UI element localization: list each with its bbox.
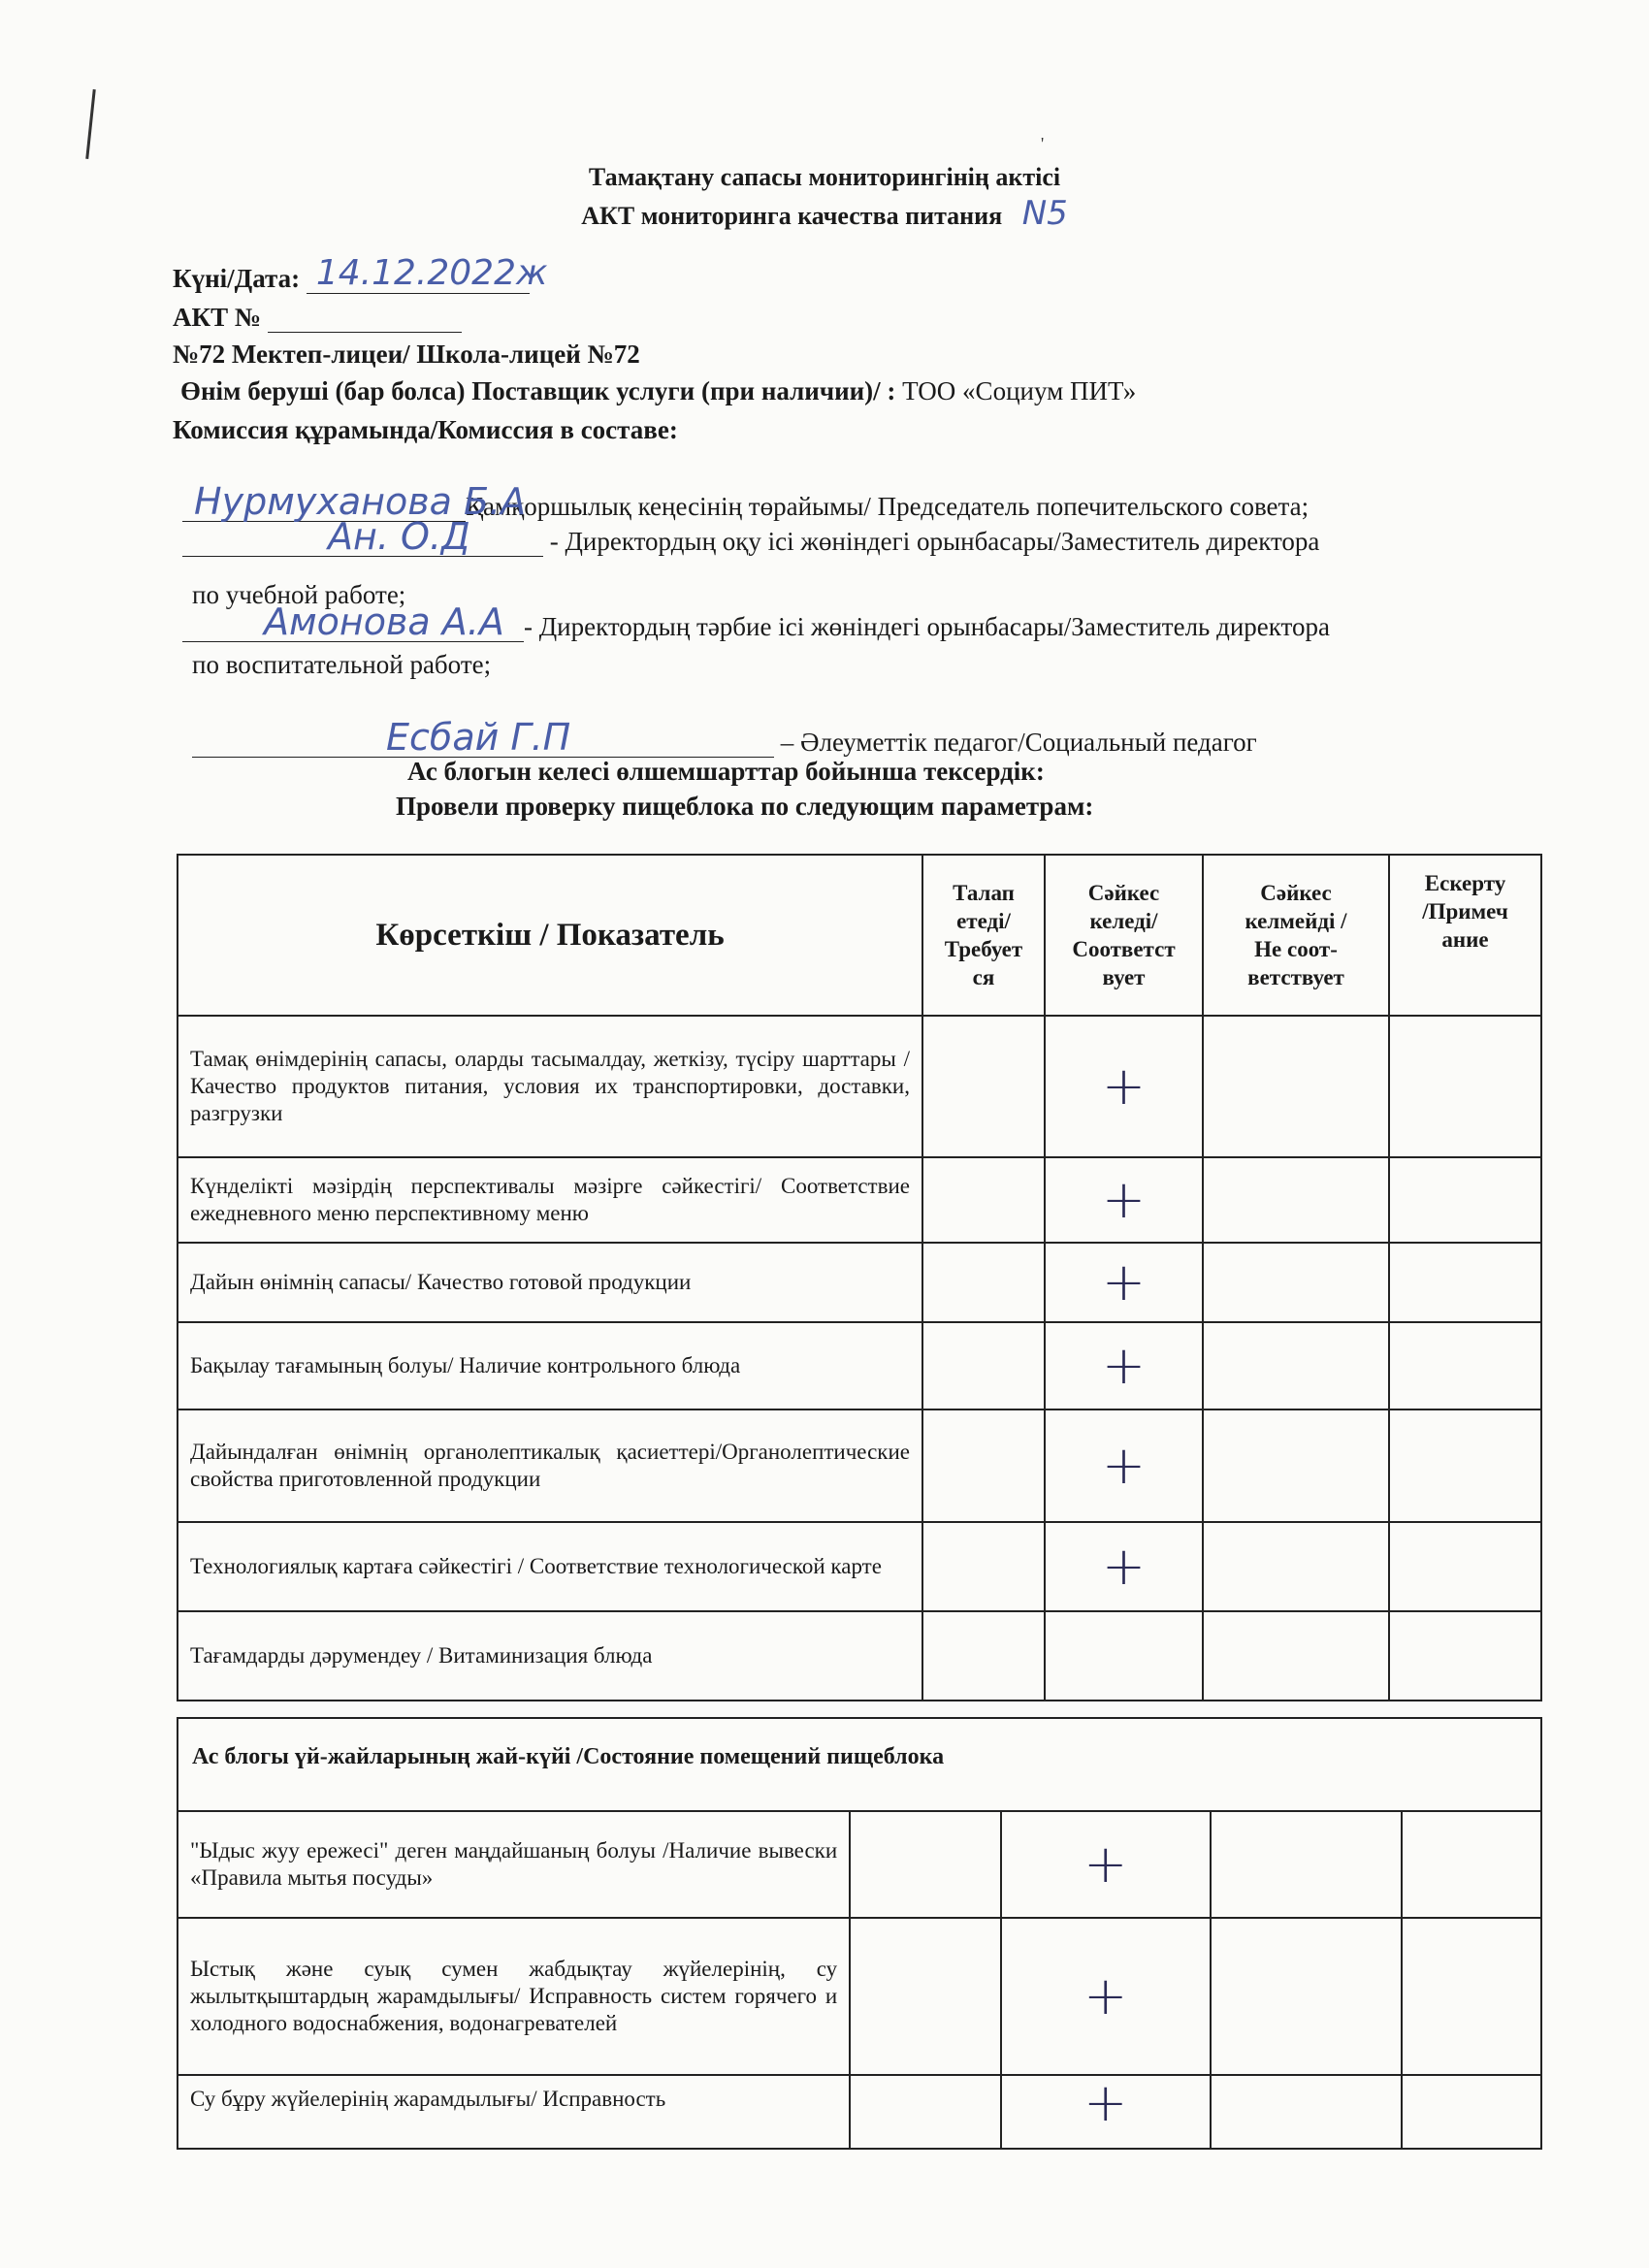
cell-not-complies	[1211, 1811, 1403, 1918]
member-role-2-cont: по учебной работе;	[192, 580, 406, 609]
header-note-l1: Ескерту	[1424, 871, 1506, 895]
school-line: №72 Мектеп-лицеи/ Школа-лицей №72	[173, 340, 640, 369]
row-indicator: Тағамдарды дәрумендеу / Витаминизация блюда	[178, 1611, 922, 1701]
header-not-complies-l2: келмейді /	[1245, 909, 1347, 933]
row-indicator: "Ыдыс жуу ережесі" деген маңдайшаның болуы /Наличие вывески «Правила мытья посуды»	[178, 1811, 850, 1918]
date-label: Күні/Дата:	[173, 264, 301, 293]
cell-not-complies	[1203, 1016, 1389, 1157]
row-indicator: Ыстық және суық сумен жабдықтау жүйелерінің, су жылытқыштардың жарамдылығы/ Исправность систем горячего и холодного водоснабжения, водонагревателей	[178, 1918, 850, 2075]
table-row	[178, 1918, 1541, 2075]
cell-complies-mark: +	[1001, 2075, 1211, 2149]
row-indicator: Су бұру жүйелерінің жарамдылығы/ Исправность	[178, 2075, 850, 2149]
date-value: 14.12.2022ж	[315, 253, 548, 293]
date-field	[307, 253, 548, 294]
cell-complies-mark	[1045, 1611, 1203, 1701]
cell-required	[850, 2075, 1001, 2149]
supplier-label: Өнім беруші (бар болса) Поставщик услуги (при наличии)/ :	[180, 376, 896, 405]
cell-note	[1389, 1157, 1541, 1243]
cell-required	[922, 1243, 1045, 1322]
premises-table	[177, 1717, 1542, 2150]
table-row	[178, 2075, 1541, 2149]
cell-note	[1389, 1522, 1541, 1611]
title-kz: Тамақтану сапасы мониторингінің актісі	[588, 163, 1061, 191]
commission-member-2	[182, 515, 1320, 558]
table-row	[178, 1522, 1541, 1611]
member-role-2: - Директордың оқу ісі жөніндегі орынбасары/Заместитель директора	[549, 527, 1320, 556]
cell-note	[1389, 1409, 1541, 1522]
cell-not-complies	[1203, 1611, 1389, 1701]
header-note-l2: /Примеч	[1422, 899, 1508, 923]
top-tick-mark: '	[1041, 134, 1045, 153]
member-role-1: Қамқоршылық кеңесінің төрайымы/ Председатель попечительского совета;	[466, 492, 1310, 521]
row-indicator: Технологиялық картаға сәйкестігі / Соответствие технологической карте	[178, 1522, 922, 1611]
table-row	[178, 1409, 1541, 1522]
act-line	[173, 303, 462, 333]
header-complies-l1: Сәйкес	[1087, 881, 1160, 905]
header-not-complies-l4: ветствует	[1247, 965, 1344, 989]
member-role-3-cont: по воспитательной работе;	[192, 650, 492, 679]
header-not-complies	[1203, 855, 1389, 1016]
header-note	[1389, 855, 1541, 1016]
margin-stroke	[85, 89, 96, 159]
header-required-l2: етеді/	[956, 909, 1011, 933]
title-ru-wrap	[0, 194, 1649, 233]
check-intro-ru: Провели проверку пищеблока по следующим параметрам:	[396, 792, 1094, 821]
cell-not-complies	[1203, 1522, 1389, 1611]
signature-line-3	[182, 600, 524, 643]
cell-required	[922, 1322, 1045, 1409]
cell-note	[1402, 2075, 1541, 2149]
act-number-handwritten: N5	[1021, 194, 1068, 233]
header-not-complies-l3: Не соот-	[1254, 937, 1338, 961]
header-indicator: Көрсеткіш / Показатель	[178, 855, 922, 1016]
section-row	[178, 1718, 1541, 1811]
cell-not-complies	[1203, 1243, 1389, 1322]
signature-line-2	[182, 515, 543, 558]
cell-complies-mark: +	[1045, 1322, 1203, 1409]
cell-note	[1389, 1243, 1541, 1322]
title-ru: АКТ мониторинга качества питания	[581, 202, 1003, 230]
row-indicator: Тамақ өнімдерінің сапасы, оларды тасымалдау, жеткізу, түсіру шарттары / Качество продуктов питания, условия их транспортировки, доставки, разгрузки	[178, 1016, 922, 1157]
cell-required	[850, 1918, 1001, 2075]
header-required-l3: Требует	[944, 937, 1023, 961]
section-title: Ас блогы үй-жайларының жай-күйі /Состояние помещений пищеблока	[178, 1718, 1541, 1811]
row-indicator: Дайындалған өнімнің органолептикалық қасиеттері/Органолептические свойства приготовленной продукции	[178, 1409, 922, 1522]
cell-complies-mark: +	[1001, 1918, 1211, 2075]
table-row	[178, 1157, 1541, 1243]
header-required-l4: ся	[972, 965, 995, 989]
cell-required	[922, 1409, 1045, 1522]
row-indicator: Дайын өнімнің сапасы/ Качество готовой продукции	[178, 1243, 922, 1322]
member-role-3: - Директордың тәрбие ісі жөніндегі орынбасары/Заместитель директора	[524, 612, 1330, 641]
table-header-row	[178, 855, 1541, 1016]
header-complies	[1045, 855, 1203, 1016]
checklist-table	[177, 854, 1542, 1701]
cell-note	[1402, 1918, 1541, 2075]
header-required-l1: Талап	[953, 881, 1015, 905]
supplier-value: ТОО «Социум ПИТ»	[895, 376, 1137, 405]
member-role-4: – Әлеуметтік педагог/Социальный педагог	[780, 728, 1257, 757]
table-row	[178, 1811, 1541, 1918]
cell-required	[922, 1611, 1045, 1701]
cell-required	[922, 1522, 1045, 1611]
cell-complies-mark: +	[1045, 1409, 1203, 1522]
signature-4: Есбай Г.П	[386, 716, 571, 759]
cell-not-complies	[1203, 1157, 1389, 1243]
cell-not-complies	[1203, 1322, 1389, 1409]
row-indicator: Күнделікті мәзірдің перспективалы мәзірге сәйкестігі/ Соответствие ежедневного меню перспективному меню	[178, 1157, 922, 1243]
header-complies-l4: вует	[1102, 965, 1146, 989]
header-note-l3: ание	[1441, 927, 1489, 952]
act-label: АКТ №	[173, 303, 261, 332]
act-number-field	[268, 303, 462, 333]
cell-note	[1389, 1016, 1541, 1157]
header-complies-l3: Соответст	[1072, 937, 1176, 961]
header-required	[922, 855, 1045, 1016]
signature-line-4	[192, 716, 774, 759]
cell-note	[1389, 1611, 1541, 1701]
signature-3: Амонова А.А	[264, 600, 504, 643]
row-indicator: Бақылау тағамының болуы/ Наличие контрольного блюда	[178, 1322, 922, 1409]
table-row	[178, 1322, 1541, 1409]
signature-1: Нурмуханова Б.А	[194, 480, 527, 523]
cell-complies-mark: +	[1045, 1522, 1203, 1611]
cell-not-complies	[1203, 1409, 1389, 1522]
cell-not-complies	[1211, 2075, 1403, 2149]
signature-2: Ан. О.Д	[328, 515, 470, 558]
supplier-line	[180, 376, 1136, 406]
commission-member-4	[192, 716, 1257, 759]
date-line	[173, 253, 548, 294]
cell-complies-mark: +	[1001, 1811, 1211, 1918]
header-not-complies-l1: Сәйкес	[1260, 881, 1332, 905]
table-row	[178, 1243, 1541, 1322]
cell-note	[1402, 1811, 1541, 1918]
cell-not-complies	[1211, 1918, 1403, 2075]
table-row	[178, 1611, 1541, 1701]
cell-note	[1389, 1322, 1541, 1409]
cell-complies-mark: +	[1045, 1243, 1203, 1322]
cell-complies-mark: +	[1045, 1157, 1203, 1243]
commission-label: Комиссия құрамында/Комиссия в составе:	[173, 415, 678, 444]
cell-complies-mark: +	[1045, 1016, 1203, 1157]
cell-required	[922, 1157, 1045, 1243]
cell-required	[922, 1016, 1045, 1157]
commission-member-3	[182, 597, 1330, 643]
cell-required	[850, 1811, 1001, 1918]
header-complies-l2: келеді/	[1089, 909, 1158, 933]
table-row	[178, 1016, 1541, 1157]
check-intro-kz: Ас блогын келесі өлшемшарттар бойынша тексердік:	[407, 757, 1045, 786]
